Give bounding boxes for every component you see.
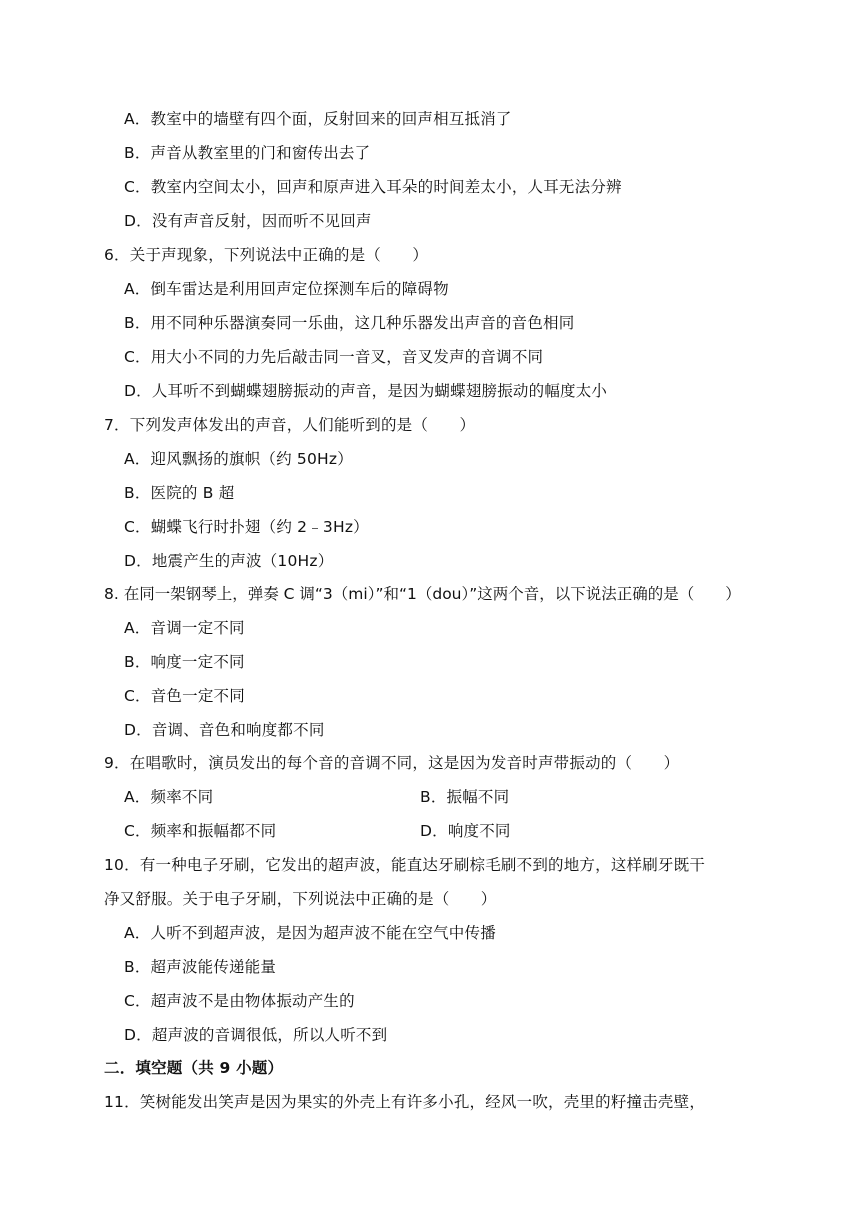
q6-option-b: B．用不同种乐器演奏同一乐曲，这几种乐器发出声音的音色相同 (124, 314, 575, 332)
q10-stem-line2: 净又舒服。关于电子牙刷，下列说法中正确的是（ ） (104, 890, 497, 908)
q7-option-b: B．医院的 B 超 (124, 484, 235, 502)
q5-option-d: D．没有声音反射，因而听不见回声 (124, 212, 372, 230)
q6-option-c: C．用大小不同的力先后敲击同一音叉，音叉发声的音调不同 (124, 348, 544, 366)
q6-stem: 6．关于声现象，下列说法中正确的是（ ） (104, 246, 429, 264)
q10-option-b: B．超声波能传递能量 (124, 958, 277, 976)
q7-option-a: A．迎风飘扬的旗帜（约 50Hz） (124, 450, 353, 468)
q6-option-d: D．人耳听不到蝴蝶翅膀振动的声音，是因为蝴蝶翅膀振动的幅度太小 (124, 382, 608, 400)
q9-option-a: A．频率不同 (124, 788, 214, 806)
q8-option-b: B．响度一定不同 (124, 653, 245, 671)
q7-option-d: D．地震产生的声波（10Hz） (124, 552, 334, 570)
q8-stem: 8. 在同一架钢琴上，弹奏 C 调“3（mi）”和“1（dou）”这两个音，以下说法正确的是（ ） (104, 585, 741, 603)
q11-stem-line1: 11．笑树能发出笑声是因为果实的外壳上有许多小孔，经风一吹，壳里的籽撞击壳壁， (104, 1093, 706, 1111)
q9-option-b: B．振幅不同 (420, 788, 510, 806)
q5-option-b: B．声音从教室里的门和窗传出去了 (124, 144, 371, 162)
q6-option-a: A．倒车雷达是利用回声定位探测车后的障碍物 (124, 280, 449, 298)
q9-option-c: C．频率和振幅都不同 (124, 822, 277, 840)
q8-option-d: D．音调、音色和响度都不同 (124, 721, 325, 739)
q10-stem-line1: 10．有一种电子牙刷，它发出的超声波，能直达牙刷棕毛刷不到的地方，这样刷牙既干 (104, 856, 706, 874)
q10-option-c: C．超声波不是由物体振动产生的 (124, 992, 355, 1010)
q8-option-a: A．音调一定不同 (124, 619, 245, 637)
q7-option-c: C．蝴蝶飞行时扑翅（约 2﹣3Hz） (124, 518, 369, 536)
q8-option-c: C．音色一定不同 (124, 687, 245, 705)
q5-option-a: A．教室中的墙壁有四个面，反射回来的回声相互抵消了 (124, 110, 512, 128)
q10-option-a: A．人听不到超声波，是因为超声波不能在空气中传播 (124, 924, 496, 942)
q5-option-c: C．教室内空间太小，回声和原声进入耳朵的时间差太小，人耳无法分辨 (124, 178, 622, 196)
q9-stem: 9．在唱歌时，演员发出的每个音的音调不同，这是因为发音时声带振动的（ ） (104, 754, 680, 772)
q7-stem: 7．下列发声体发出的声音，人们能听到的是（ ） (104, 416, 476, 434)
q9-option-d: D．响度不同 (420, 822, 511, 840)
q10-option-d: D．超声波的音调很低，所以人听不到 (124, 1026, 388, 1044)
section-heading-fill-in: 二．填空题（共 9 小题） (104, 1059, 284, 1077)
